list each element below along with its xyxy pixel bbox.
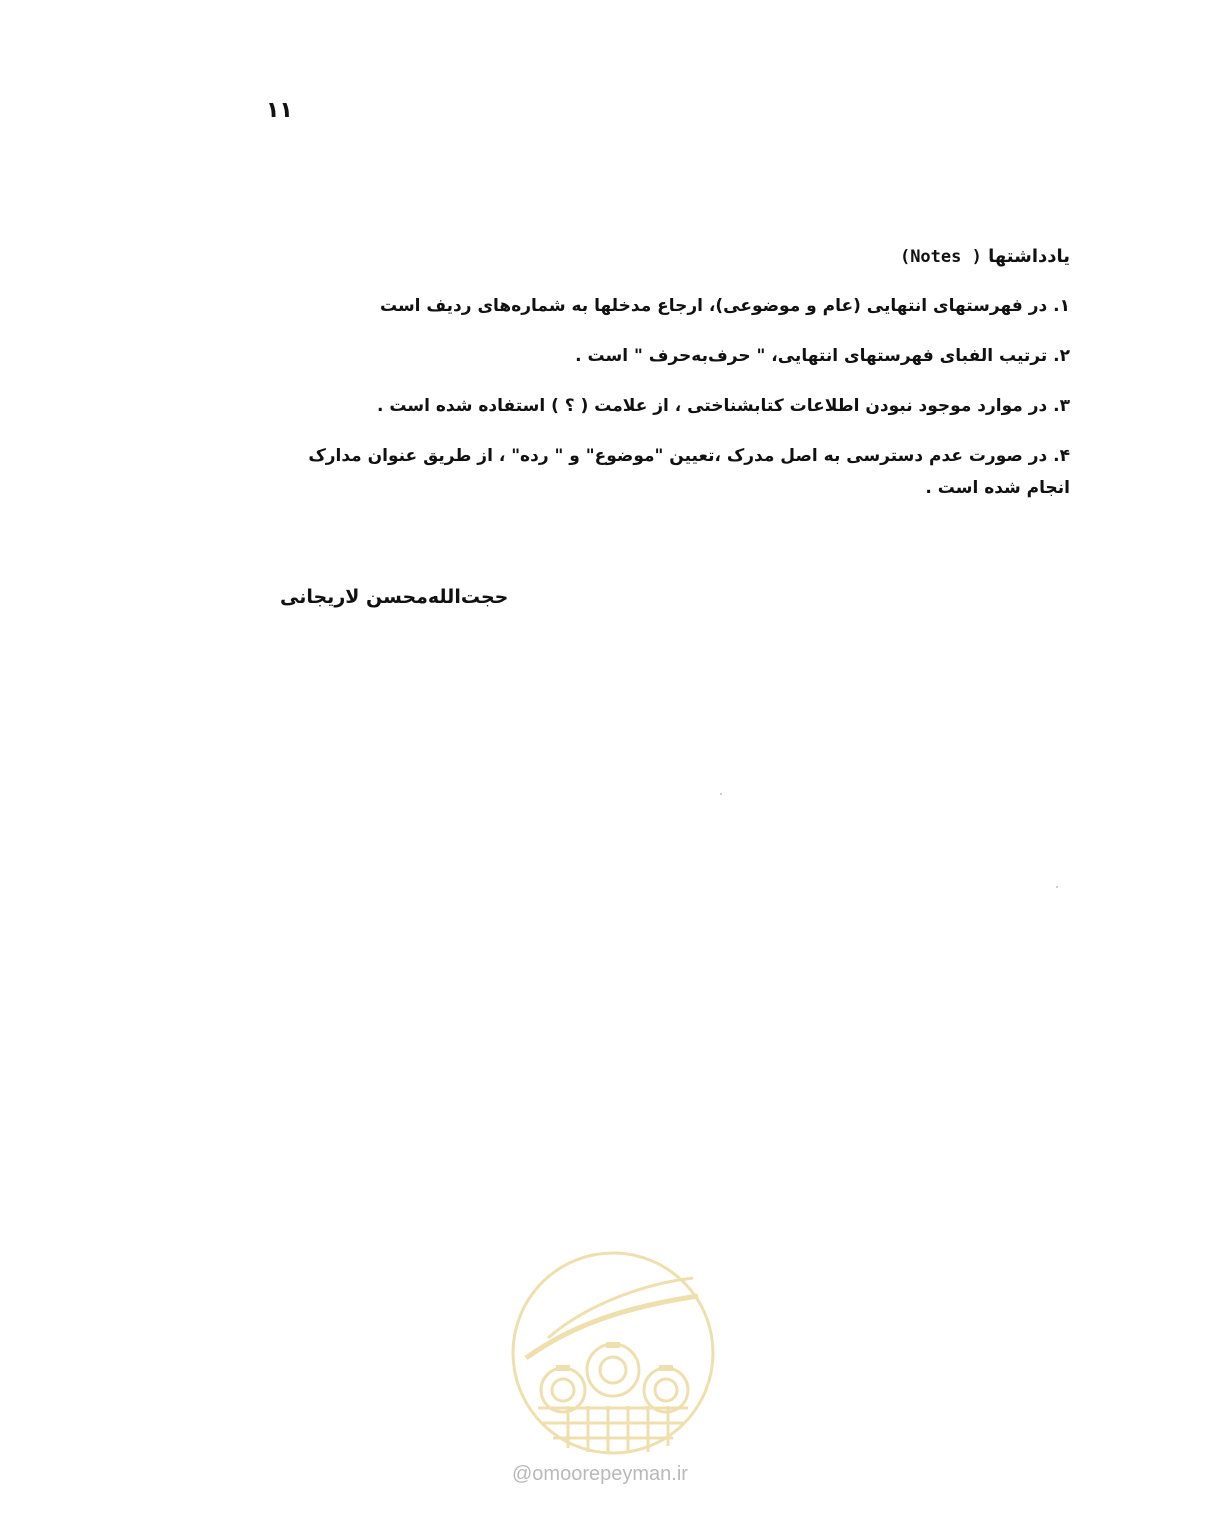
watermark-url: @omoorepeyman.ir: [512, 1463, 688, 1485]
notes-heading: [262, 240, 1070, 274]
note-item-4: ۴. در صورت عدم دسترسی به اصل مدرک ،تعیین "موضوع" و " رده" ، از طریق عنوان مدارک انجام شده است .: [308, 446, 1070, 498]
notes-heading-persian: یادداشتها: [988, 246, 1070, 267]
note-item-1: ۱. در فهرستهای انتهایی (عام و موضوعی)، ارجاع مدخلها به شماره‌های ردیف است: [379, 296, 1070, 316]
omoorepeyman-logo-watermark: [508, 1248, 718, 1458]
note-item-3: ۳. در موارد موجود نبودن اطلاعات کتابشناختی ، از علامت ( ؟ ) استفاده شده است .: [377, 396, 1070, 416]
note-item-2: ۲. ترتیب الفبای فهرستهای انتهایی، " حرف‌به‌حرف " است .: [575, 346, 1070, 366]
page-number: ۱۱: [266, 98, 293, 123]
notes-heading-english: ( Notes): [899, 247, 982, 267]
scan-speck: [1056, 886, 1058, 888]
scan-speck: [720, 793, 722, 795]
author-signature: حجت‌الله‌محسن لاریجانی: [280, 586, 509, 608]
notes-section: [262, 240, 1070, 522]
